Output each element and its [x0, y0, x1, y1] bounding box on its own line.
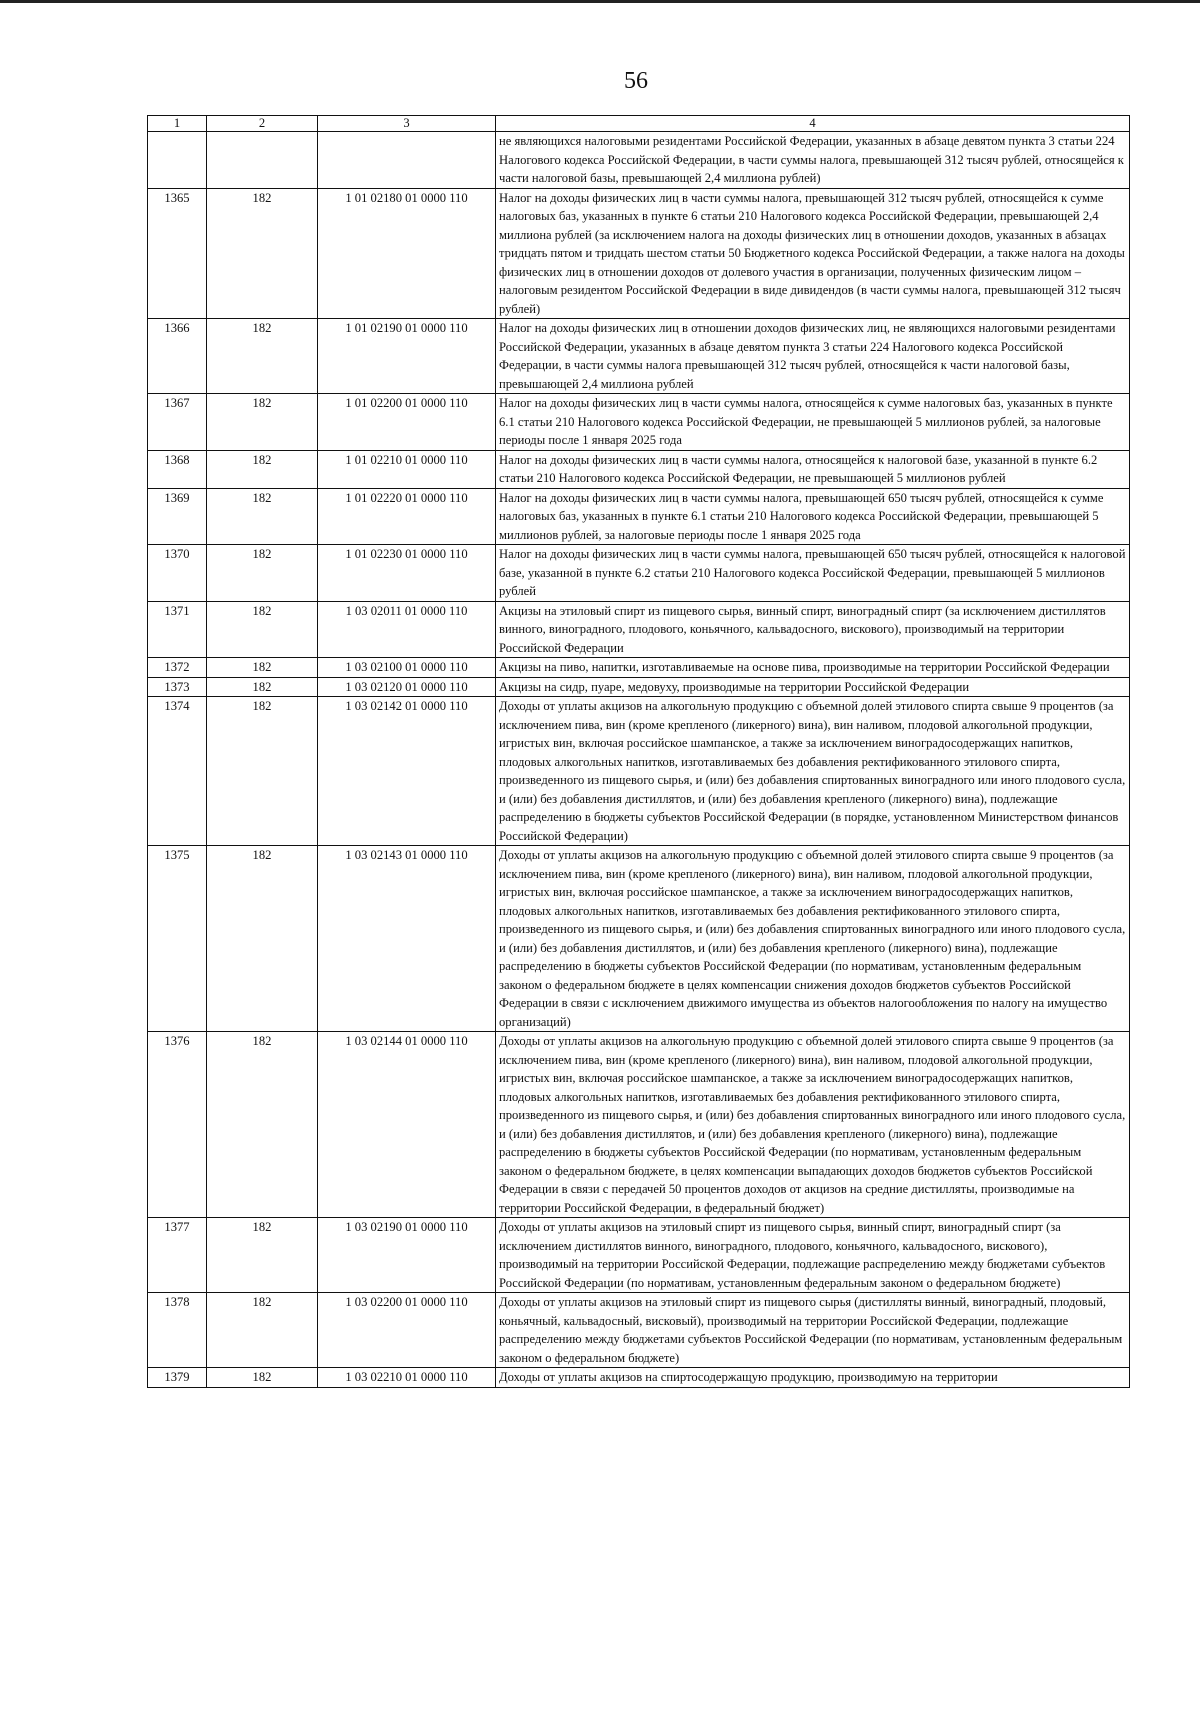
table-row: [148, 1368, 1130, 1388]
admin-code-cell: 182: [207, 1368, 318, 1388]
table-header-row: [148, 116, 1130, 132]
table-row: [148, 545, 1130, 602]
admin-code-cell: 182: [207, 1293, 318, 1368]
budget-classification-code-cell: 1 03 02100 01 0000 110: [318, 658, 496, 678]
revenue-description-cell: Доходы от уплаты акцизов на алкогольную продукцию с объемной долей этилового спирта свыше 9 процентов (за исключением пива, вин (кроме крепленого (ликерного) вина), вин наливом, плодовой алкогольной продукции, игристых вин, включая российское шампанское, а также за исключением виноградосодержащих напитков, плодовых алкогольных напитков, изготавливаемых без добавления ректификованного этилового спирта, произведенного из пищевого сырья, и (или) без добавления спиртованных виноградного или иного плодового сусла, и (или) без добавления дистиллятов, и (или) без добавления крепленого (ликерного) вина), подлежащие распределению в бюджеты субъектов Российской Федерации (в порядке, установленном Министерством финансов Российской Федерации): [496, 697, 1130, 846]
revenue-description-cell: Налог на доходы физических лиц в части суммы налога, превышающей 650 тысяч рублей, относящейся к сумме налоговых баз, указанных в пункте 6.1 статьи 210 Налогового кодекса Российской Федерации, превышающей 5 миллионов рублей, за налоговые периоды после 1 января 2025 года: [496, 488, 1130, 545]
budget-classification-code-cell: 1 03 02190 01 0000 110: [318, 1218, 496, 1293]
table-row: [148, 394, 1130, 451]
revenue-description-cell: Налог на доходы физических лиц в части суммы налога, относящейся к сумме налоговых баз, указанных в пункте 6.1 статьи 210 Налогового кодекса Российской Федерации, не превышающей 5 миллионов рублей, за налоговые периоды после 1 января 2025 года: [496, 394, 1130, 451]
revenue-description-cell: Доходы от уплаты акцизов на этиловый спирт из пищевого сырья, винный спирт, виноградный спирт (за исключением дистиллятов винного, виноградного, плодового, коньячного, кальвадосного, вискового), производимый на территории Российской Федерации, подлежащие распределению между бюджетами субъектов Российской Федерации (по нормативам, установленным федеральным законом о федеральном бюджете): [496, 1218, 1130, 1293]
revenue-description-cell: Доходы от уплаты акцизов на спиртосодержащую продукцию, производимую на территории: [496, 1368, 1130, 1388]
revenue-codes-table: [147, 115, 1130, 1388]
admin-code-cell: 182: [207, 450, 318, 488]
revenue-description-cell: Акцизы на пиво, напитки, изготавливаемые на основе пива, производимые на территории Российской Федерации: [496, 658, 1130, 678]
table-row: [148, 1218, 1130, 1293]
table-row: [148, 846, 1130, 1032]
table-row: [148, 601, 1130, 658]
budget-classification-code-cell: 1 01 02230 01 0000 110: [318, 545, 496, 602]
row-number-cell: 1379: [148, 1368, 207, 1388]
revenue-description-cell: Доходы от уплаты акцизов на алкогольную продукцию с объемной долей этилового спирта свыше 9 процентов (за исключением пива, вин (кроме крепленого (ликерного) вина), вин наливом, плодовой алкогольной продукции, игристых вин, включая российское шампанское, а также за исключением виноградосодержащих напитков, плодовых алкогольных напитков, изготавливаемых без добавления ректификованного этилового спирта, произведенного из пищевого сырья, и (или) без добавления спиртованных виноградного или иного плодового сусла, и (или) без добавления дистиллятов, и (или) без добавления крепленого (ликерного) вина), подлежащие распределению в бюджеты субъектов Российской Федерации (по нормативам, установленным федеральным законом о федеральном бюджете, в целях компенсации выпадающих доходов бюджетов субъектов Российской Федерации в связи с передачей 50 процентов доходов от акцизов на средние дистилляты, производимые на территории Российской Федерации, в федеральный бюджет): [496, 1032, 1130, 1218]
budget-classification-code-cell: 1 03 02142 01 0000 110: [318, 697, 496, 846]
admin-code-cell: [207, 132, 318, 189]
admin-code-cell: 182: [207, 1032, 318, 1218]
table-row: [148, 1293, 1130, 1368]
scan-top-border: [0, 0, 1200, 3]
row-number-cell: 1373: [148, 677, 207, 697]
budget-classification-code-cell: 1 01 02200 01 0000 110: [318, 394, 496, 451]
row-number-cell: 1367: [148, 394, 207, 451]
row-number-cell: 1369: [148, 488, 207, 545]
page-number: 56: [624, 68, 648, 94]
row-number-cell: 1368: [148, 450, 207, 488]
table-row: [148, 488, 1130, 545]
revenue-description-cell: Налог на доходы физических лиц в части суммы налога, превышающей 650 тысяч рублей, относящейся к налоговой базе, указанной в пункте 6.2 статьи 210 Налогового кодекса Российской Федерации, превышающей 5 миллионов рублей: [496, 545, 1130, 602]
row-number-cell: 1375: [148, 846, 207, 1032]
admin-code-cell: 182: [207, 697, 318, 846]
revenue-description-cell: Доходы от уплаты акцизов на алкогольную продукцию с объемной долей этилового спирта свыше 9 процентов (за исключением пива, вин (кроме крепленого (ликерного) вина), вин наливом, плодовой алкогольной продукции, игристых вин, включая российское шампанское, а также за исключением виноградосодержащих напитков, плодовых алкогольных напитков, изготавливаемых без добавления ректификованного этилового спирта, произведенного из пищевого сырья, и (или) без добавления спиртованных виноградного или иного плодового сусла, и (или) без добавления дистиллятов, и (или) без добавления крепленого (ликерного) вина), подлежащие распределению в бюджеты субъектов Российской Федерации (по нормативам, установленным федеральным законом о федеральном бюджете в целях компенсации снижения доходов бюджетов субъектов Российской Федерации в связи с исключением движимого имущества из объектов налогообложения по налогу на имущество организаций): [496, 846, 1130, 1032]
column-header-1: 1: [148, 116, 207, 132]
revenue-description-cell: не являющихся налоговыми резидентами Российской Федерации, указанных в абзаце девятом пункта 3 статьи 224 Налогового кодекса Российской Федерации, в части суммы налога, превышающей 312 тысяч рублей, относящейся к части налоговой базы, превышающей 2,4 миллиона рублей): [496, 132, 1130, 189]
row-number-cell: 1377: [148, 1218, 207, 1293]
budget-classification-code-cell: 1 03 02144 01 0000 110: [318, 1032, 496, 1218]
admin-code-cell: 182: [207, 1218, 318, 1293]
budget-classification-code-cell: 1 03 02200 01 0000 110: [318, 1293, 496, 1368]
budget-classification-code-cell: 1 01 02190 01 0000 110: [318, 319, 496, 394]
table-row: [148, 319, 1130, 394]
revenue-description-cell: Акцизы на сидр, пуаре, медовуху, производимые на территории Российской Федерации: [496, 677, 1130, 697]
row-number-cell: 1374: [148, 697, 207, 846]
budget-classification-code-cell: 1 01 02210 01 0000 110: [318, 450, 496, 488]
row-number-cell: 1376: [148, 1032, 207, 1218]
admin-code-cell: 182: [207, 394, 318, 451]
budget-classification-code-cell: 1 03 02143 01 0000 110: [318, 846, 496, 1032]
row-number-cell: [148, 132, 207, 189]
row-number-cell: 1370: [148, 545, 207, 602]
budget-classification-code-cell: 1 01 02180 01 0000 110: [318, 188, 496, 319]
admin-code-cell: 182: [207, 601, 318, 658]
budget-classification-code-cell: 1 03 02210 01 0000 110: [318, 1368, 496, 1388]
row-number-cell: 1366: [148, 319, 207, 394]
column-header-2: 2: [207, 116, 318, 132]
table-row: [148, 677, 1130, 697]
admin-code-cell: 182: [207, 488, 318, 545]
row-number-cell: 1371: [148, 601, 207, 658]
budget-classification-code-cell: 1 03 02011 01 0000 110: [318, 601, 496, 658]
column-header-4: 4: [496, 116, 1130, 132]
table-row: [148, 697, 1130, 846]
admin-code-cell: 182: [207, 319, 318, 394]
budget-classification-code-cell: [318, 132, 496, 189]
budget-classification-code-cell: 1 01 02220 01 0000 110: [318, 488, 496, 545]
column-header-3: 3: [318, 116, 496, 132]
table-row: [148, 450, 1130, 488]
revenue-description-cell: Налог на доходы физических лиц в отношении доходов физических лиц, не являющихся налоговыми резидентами Российской Федерации, указанных в абзаце девятом пункта 3 статьи 224 Налогового кодекса Российской Федерации, в части суммы налога превышающей 312 тысяч рублей, относящейся к части налоговой базы, превышающей 2,4 миллиона рублей: [496, 319, 1130, 394]
budget-classification-code-cell: 1 03 02120 01 0000 110: [318, 677, 496, 697]
admin-code-cell: 182: [207, 188, 318, 319]
row-number-cell: 1365: [148, 188, 207, 319]
table-row: [148, 188, 1130, 319]
admin-code-cell: 182: [207, 846, 318, 1032]
admin-code-cell: 182: [207, 658, 318, 678]
revenue-description-cell: Доходы от уплаты акцизов на этиловый спирт из пищевого сырья (дистилляты винный, виноградный, плодовый, коньячный, кальвадосный, висковый), производимый на территории Российской Федерации, подлежащие распределению между бюджетами субъектов Российской Федерации (по нормативам, установленным федеральным законом о федеральном бюджете): [496, 1293, 1130, 1368]
table-row: [148, 132, 1130, 189]
admin-code-cell: 182: [207, 677, 318, 697]
revenue-description-cell: Налог на доходы физических лиц в части суммы налога, относящейся к налоговой базе, указанной в пункте 6.2 статьи 210 Налогового кодекса Российской Федерации, не превышающей 5 миллионов рублей: [496, 450, 1130, 488]
admin-code-cell: 182: [207, 545, 318, 602]
table-body: [148, 132, 1130, 1388]
table-row: [148, 1032, 1130, 1218]
row-number-cell: 1372: [148, 658, 207, 678]
revenue-description-cell: Акцизы на этиловый спирт из пищевого сырья, винный спирт, виноградный спирт (за исключением дистиллятов винного, виноградного, плодового, коньячного, кальвадосного, вискового), производимый на территории Российской Федерации: [496, 601, 1130, 658]
revenue-description-cell: Налог на доходы физических лиц в части суммы налога, превышающей 312 тысяч рублей, относящейся к сумме налоговых баз, указанных в пункте 6 статьи 210 Налогового кодекса Российской Федерации, превышающей 2,4 миллиона рублей (за исключением налога на доходы физических лиц в отношении доходов, указанных в абзацах тридцать пятом и тридцать шестом статьи 50 Бюджетного кодекса Российской Федерации, а также налога на доходы физических лиц в отношении доходов от долевого участия в организации, полученных физическим лицом – налоговым резидентом Российской Федерации в виде дивидендов (в части суммы налога, превышающей 312 тысяч рублей): [496, 188, 1130, 319]
table-row: [148, 658, 1130, 678]
row-number-cell: 1378: [148, 1293, 207, 1368]
